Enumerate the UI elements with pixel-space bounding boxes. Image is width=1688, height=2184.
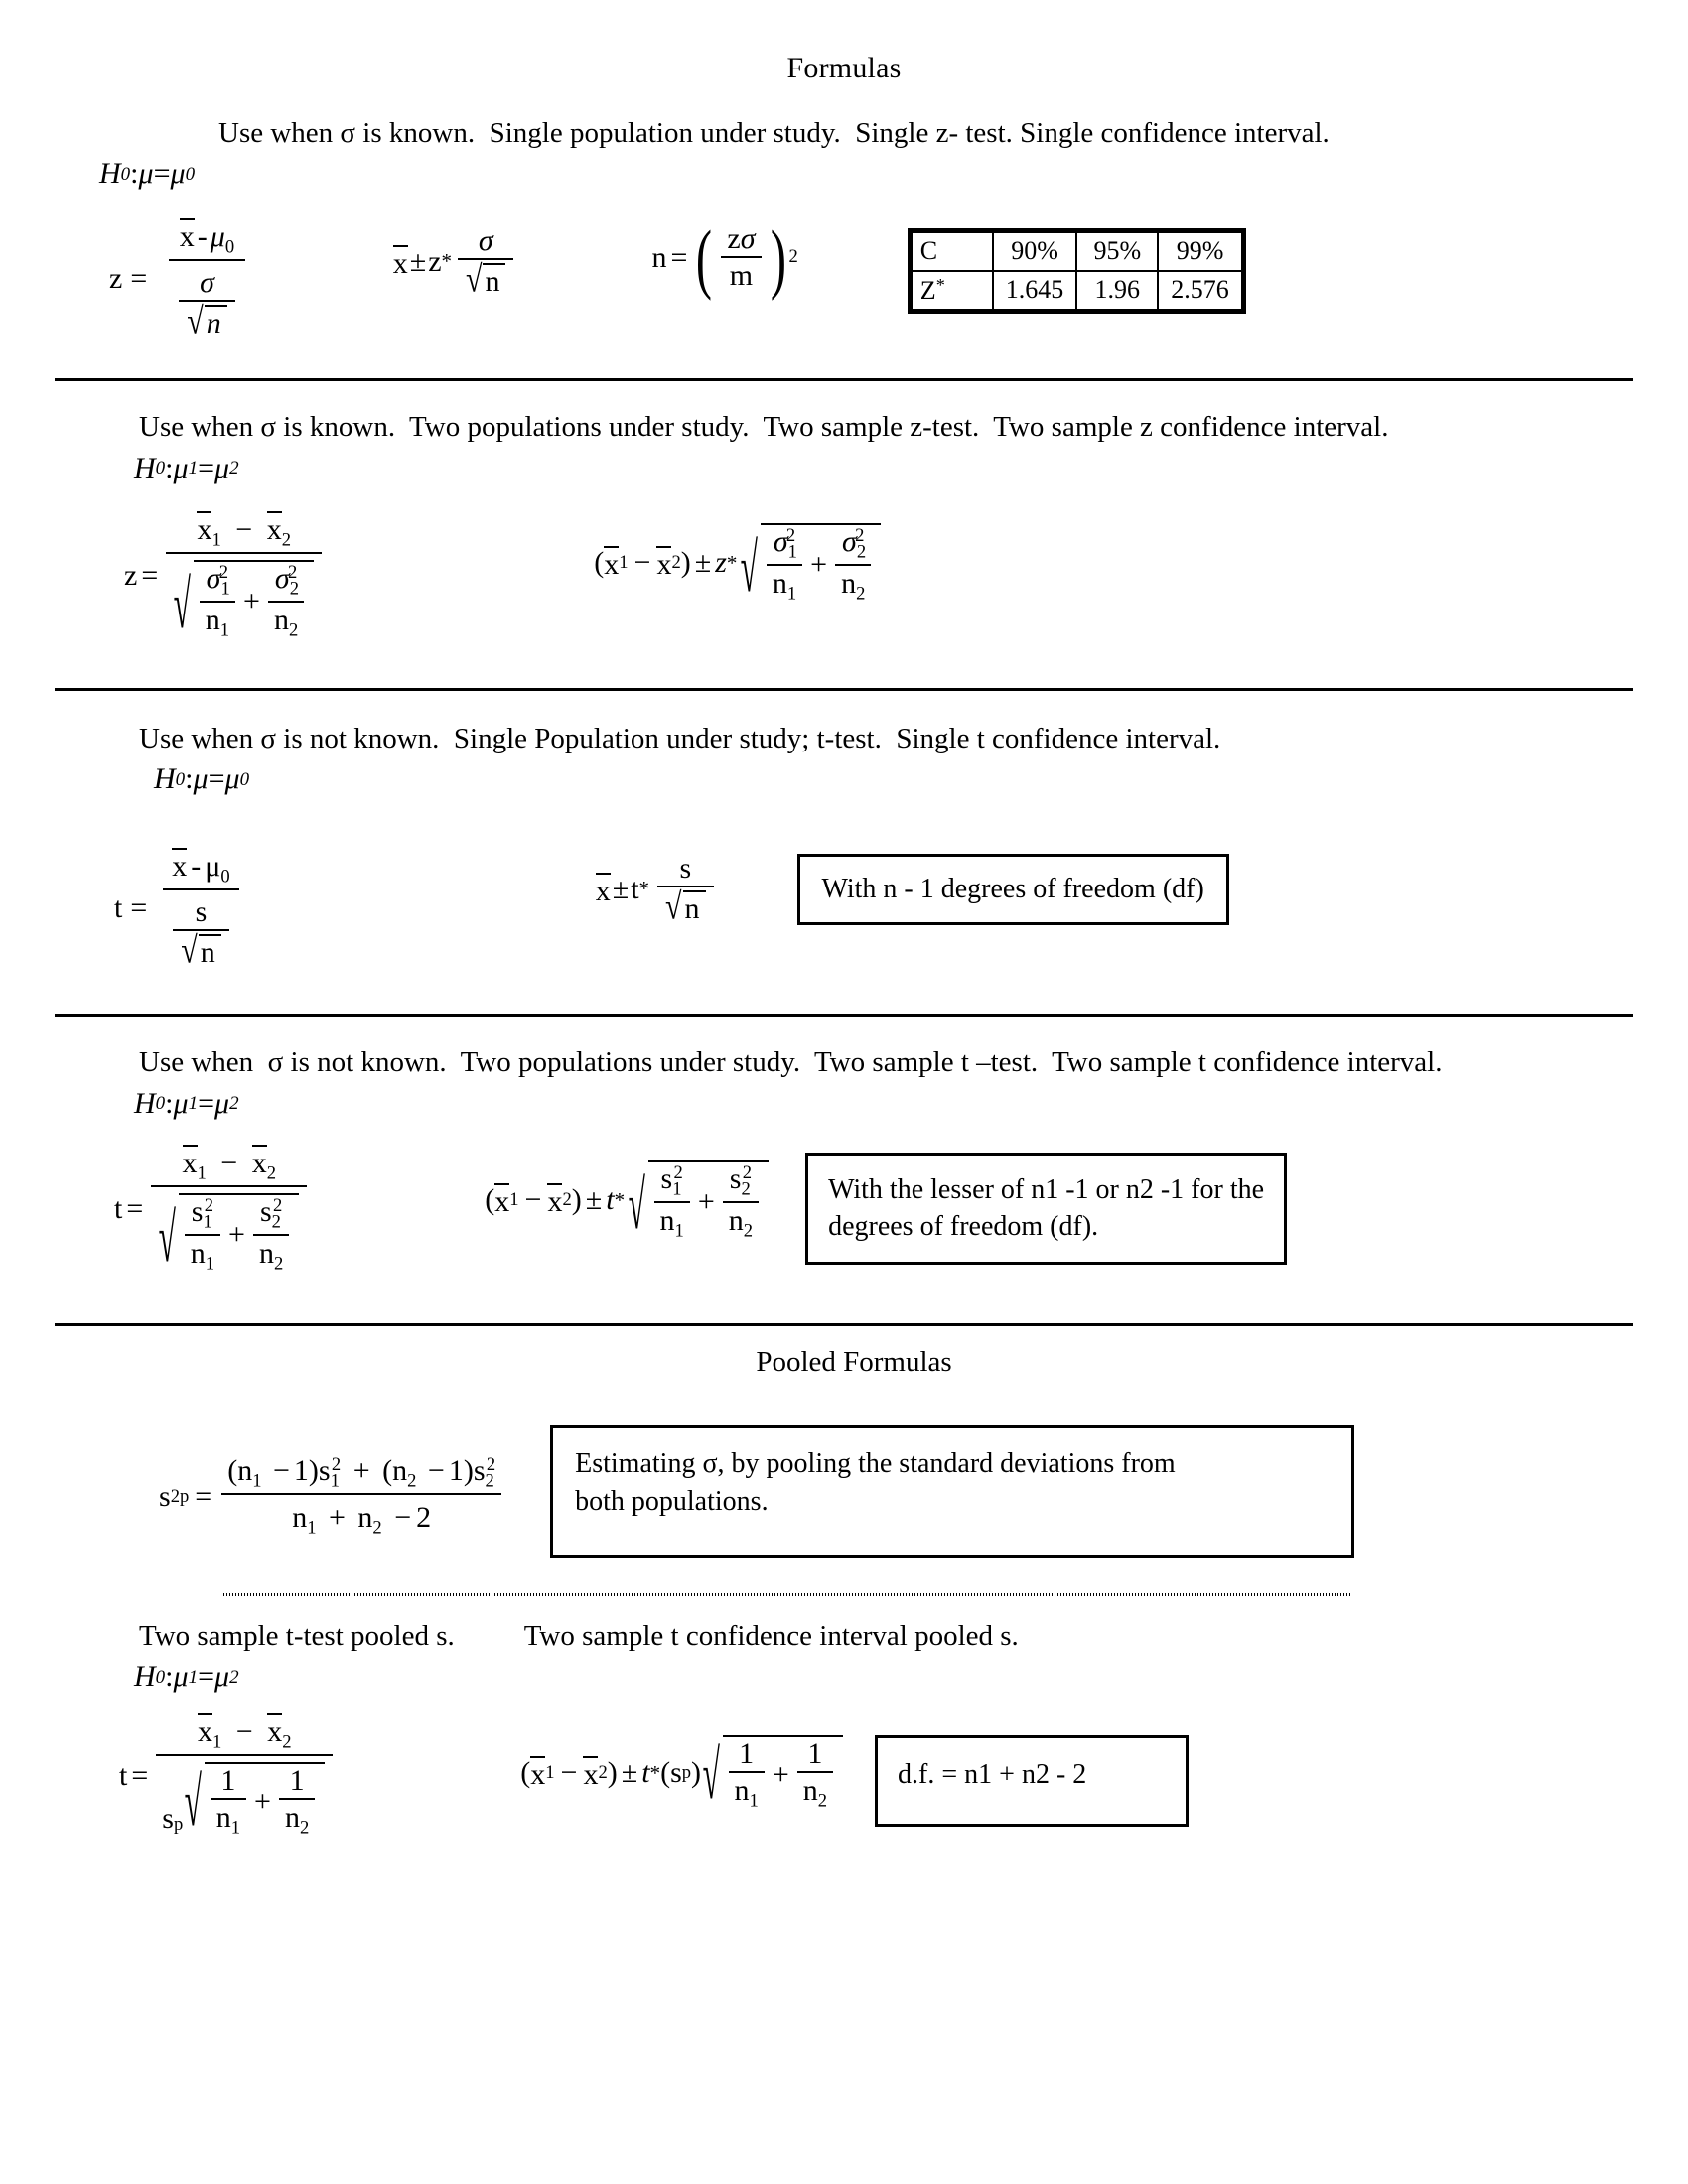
exponent-2: 2 <box>272 1194 283 1216</box>
note-box-df-single-t <box>797 854 1229 925</box>
note-text: With n - 1 degrees of freedom (df) <box>821 874 1204 905</box>
hypothesis-single-t <box>154 762 1628 796</box>
symbol-subscript-1: 1 <box>188 1666 199 1688</box>
symbol-subscript-1: 1 <box>188 458 199 479</box>
x-bar-1: x <box>197 1715 212 1749</box>
hypothesis-pooled-t <box>134 1660 1628 1694</box>
sigma-symbol: σ <box>478 224 493 258</box>
symbol-equals: = <box>198 451 214 484</box>
subscript-2: 2 <box>282 1731 292 1753</box>
page-title: Formulas <box>786 52 902 84</box>
subscript-2: 2 <box>288 619 299 641</box>
minus-sign: − <box>427 1454 445 1487</box>
note-line-2: degrees of freedom (df). <box>828 1211 1099 1243</box>
table-row <box>912 232 1242 271</box>
symbol-H: H <box>134 1086 156 1120</box>
radical-icon: √ <box>173 568 192 644</box>
n-symbol: n <box>190 1237 206 1271</box>
n-symbol: n <box>206 307 221 341</box>
symbol-subscript-0: 0 <box>175 768 186 790</box>
plus-sign: + <box>697 1185 715 1219</box>
star-superscript: * <box>638 877 650 901</box>
subscript-2: 2 <box>299 1817 310 1839</box>
t-lhs: t <box>114 1191 123 1225</box>
symbol-mu: μ <box>138 157 154 191</box>
table-cell-conf-1: 95% <box>1076 232 1158 271</box>
subscript-1: 1 <box>211 1731 222 1753</box>
symbol-subscript-2: 2 <box>229 458 239 479</box>
pooled-note-line-2: both populations. <box>575 1485 769 1517</box>
radical-icon: √ <box>740 531 759 608</box>
n-symbol: n <box>772 566 787 600</box>
sigma-symbol: σ <box>740 222 756 256</box>
two-literal: 2 <box>416 1501 432 1535</box>
plus-sign: + <box>772 1758 789 1792</box>
plus-sign: + <box>328 1501 346 1535</box>
formula-row-single-z <box>109 213 1628 342</box>
symbol-mu: μ <box>173 1086 189 1120</box>
equals-sign: = <box>195 1479 212 1513</box>
note-box-pooled <box>550 1425 1354 1558</box>
formula-two-sample-t-ci <box>485 1160 771 1245</box>
subscript-2: 2 <box>266 1162 277 1184</box>
symbol-mu-2: μ <box>214 1660 230 1694</box>
exponent-2: 2 <box>855 524 865 546</box>
s-symbol: s <box>195 895 208 929</box>
plus-minus-sign: ± <box>585 1183 603 1217</box>
table-cell-conf-0: 90% <box>993 232 1077 271</box>
formula-pooled-t-ci <box>520 1735 845 1815</box>
x-bar-2: x <box>251 1146 267 1179</box>
left-paren-sp: ( <box>660 1756 671 1790</box>
plus-minus-sign: ± <box>409 244 427 278</box>
table-row <box>912 271 1242 311</box>
z-symbol: z <box>715 546 727 580</box>
subscript-1: 1 <box>672 1178 682 1200</box>
n-symbol: n <box>292 1501 308 1535</box>
sigma-2: σ <box>842 524 857 558</box>
n-symbol: n <box>205 604 220 636</box>
note-text-line-1 <box>828 1171 1264 1209</box>
s-pooled: s <box>162 1802 174 1836</box>
subscript-1: 1 <box>203 1211 212 1233</box>
subscript-2: 2 <box>273 1253 284 1275</box>
subscript-1: 1 <box>545 1761 555 1783</box>
plus-minus-sign: ± <box>621 1756 638 1790</box>
s-symbol: s <box>159 1479 171 1513</box>
formula-pooled-variance <box>159 1453 505 1539</box>
n-symbol: n <box>392 1454 408 1487</box>
minus-sign: - <box>191 850 202 884</box>
formula-equals: = <box>130 261 148 295</box>
x-bar: x <box>172 850 188 884</box>
symbol-subscript-0b: 0 <box>239 768 250 790</box>
formula-single-t-ci <box>595 852 718 928</box>
exponent-2: 2 <box>331 1453 342 1475</box>
symbol-equals: = <box>198 1086 214 1120</box>
subscript-1: 1 <box>197 1162 207 1184</box>
table-cell-z-label <box>912 271 993 311</box>
s-2: s <box>259 1195 272 1228</box>
t-symbol: t <box>641 1756 650 1790</box>
t-symbol: t <box>631 872 639 905</box>
symbol-equals: = <box>208 762 225 796</box>
minus-sign: − <box>394 1501 412 1535</box>
one-literal: 1 <box>807 1737 823 1771</box>
table-cell-conf-2: 99% <box>1158 232 1242 271</box>
exponent-2: 2 <box>170 1485 180 1507</box>
minus-sign: − <box>524 1183 542 1217</box>
section-description: Use when σ is not known. Two populations under study. Two sample t –test. Two sample t confidence interval. <box>139 1046 1443 1079</box>
subscript-2: 2 <box>562 1189 572 1211</box>
n-symbol: n <box>357 1501 373 1535</box>
minus-sign: − <box>235 1715 253 1749</box>
formula-single-z-ci <box>392 224 518 301</box>
subscript-1: 1 <box>230 1817 241 1839</box>
mu-subscript: 0 <box>224 236 235 258</box>
s-1: s <box>318 1454 331 1487</box>
x-bar-2: x <box>547 1185 563 1219</box>
minus-sign: − <box>220 1146 238 1179</box>
section-description: Use when σ is not known. Single Population under study; t-test. Single t confidence interval. <box>139 723 1221 755</box>
x-bar: x <box>595 874 611 907</box>
minus-sign: − <box>273 1454 290 1487</box>
table-cell-z-0: 1.645 <box>993 271 1077 311</box>
subscript-1: 1 <box>787 541 797 563</box>
symbol-subscript-2: 2 <box>229 1093 239 1115</box>
n-lhs: n <box>651 240 667 274</box>
subscript-2: 2 <box>372 1517 382 1539</box>
sigma-2: σ <box>274 561 290 595</box>
formula-single-z-test <box>109 218 249 342</box>
subscript-2: 2 <box>856 583 866 605</box>
exponent-2: 2 <box>204 1194 214 1216</box>
df-note-text: d.f. = n1 + n2 - 2 <box>898 1759 1087 1791</box>
left-paren: ( <box>227 1454 238 1487</box>
section-single-z <box>0 115 1688 342</box>
one-literal: 1 <box>293 1454 309 1487</box>
plus-sign: + <box>810 548 828 582</box>
section-pooled-t <box>0 1618 1688 1842</box>
star-superscript: * <box>441 249 453 274</box>
note-box-df-pooled <box>875 1735 1189 1827</box>
hypothesis-two-sample-z <box>134 452 1628 485</box>
x-bar-2: x <box>656 548 672 582</box>
section-description: Use when σ is known. Two populations under study. Two sample z-test. Two sample z confidence interval. <box>139 411 1389 444</box>
s-symbol: s <box>679 852 692 886</box>
subscript-1: 1 <box>619 552 629 573</box>
radical-icon: √ <box>158 1201 177 1278</box>
symbol-subscript-1: 1 <box>188 1093 199 1115</box>
section-divider-2 <box>0 688 1688 691</box>
subheading-pooled-t-ci: Two sample t confidence interval pooled s. <box>523 1619 1019 1652</box>
subscript-1: 1 <box>674 1220 684 1242</box>
section-divider-4 <box>0 1323 1688 1326</box>
symbol-colon: : <box>165 451 174 484</box>
s-2: s <box>729 1161 742 1195</box>
note-text-line-2 <box>828 1208 1264 1246</box>
left-paren: ( <box>485 1183 495 1217</box>
subscript-2: 2 <box>856 541 867 563</box>
subscript-2: 2 <box>598 1761 608 1783</box>
symbol-subscript-0: 0 <box>155 458 166 479</box>
right-paren-2: ) <box>463 1454 474 1487</box>
formula-two-sample-z-test <box>124 511 326 644</box>
symbol-H: H <box>134 1660 156 1694</box>
symbol-mu-2: μ <box>214 451 230 484</box>
exponent-2: 2 <box>742 1161 753 1183</box>
radical-icon: √ <box>187 301 204 342</box>
table-cell-c-label: C <box>912 232 993 271</box>
one-literal: 1 <box>220 1764 236 1798</box>
note-box-df-two-sample-t <box>805 1153 1287 1266</box>
formula-single-t-test <box>114 848 243 972</box>
note-line-1: With the lesser of n1 -1 or n2 -1 for the <box>828 1173 1265 1205</box>
pooled-note-line-1: Estimating σ, by pooling the standard deviations from <box>575 1448 1176 1480</box>
sigma-1: σ <box>206 561 221 595</box>
right-paren: ) <box>571 1183 582 1217</box>
formula-two-sample-z-ci <box>594 523 883 608</box>
formula-row-two-sample-t <box>114 1145 1579 1278</box>
m-symbol: m <box>729 259 754 293</box>
section-pooled <box>0 1346 1688 1558</box>
formula-pooled-t-test <box>119 1713 337 1842</box>
one-literal: 1 <box>289 1764 305 1798</box>
symbol-mu: μ <box>173 1660 189 1694</box>
section-two-sample-t <box>0 1044 1688 1278</box>
pooled-heading: Pooled Formulas <box>756 1346 952 1379</box>
symbol-mu-2: μ <box>214 1086 230 1120</box>
subscript-1: 1 <box>749 1790 759 1812</box>
right-paren: ) <box>308 1454 319 1487</box>
formula-row-single-t <box>114 848 1628 972</box>
radical-icon: √ <box>466 259 483 301</box>
mu-symbol: μ <box>205 850 221 884</box>
x-bar-1: x <box>197 512 212 546</box>
formula-row-two-sample-z <box>124 511 1628 644</box>
minus-sign: − <box>633 546 651 580</box>
right-paren: ) <box>607 1756 618 1790</box>
exponent-2: 2 <box>673 1161 683 1183</box>
table-cell-z-2: 2.576 <box>1158 271 1242 311</box>
plus-sign: + <box>352 1454 370 1487</box>
n-symbol: n <box>841 566 857 600</box>
subscript-2: 2 <box>271 1211 281 1233</box>
z-lhs: z <box>124 558 138 592</box>
star-superscript: * <box>935 274 945 295</box>
n-symbol: n <box>659 1204 675 1237</box>
x-bar-2: x <box>583 1757 599 1791</box>
hypothesis-two-sample-t <box>134 1087 1579 1121</box>
star-superscript: * <box>649 1760 661 1785</box>
minus-sign: − <box>235 512 253 546</box>
subscript-2: 2 <box>741 1178 751 1200</box>
sigma-1: σ <box>773 524 788 558</box>
subheading-pooled-t-test: Two sample t-test pooled s. <box>139 1619 455 1652</box>
z-critical-value-table <box>908 228 1246 319</box>
subscript-2: 2 <box>671 552 681 573</box>
formula-row-pooled-t <box>119 1713 1628 1842</box>
plus-sign: + <box>228 1218 245 1252</box>
symbol-equals: = <box>153 157 171 191</box>
one-literal: 1 <box>739 1737 755 1771</box>
subscript-1: 1 <box>330 1470 340 1492</box>
t-lhs: t <box>114 890 123 924</box>
symbol-subscript-0: 0 <box>155 1093 166 1115</box>
mu-subscript: 0 <box>220 866 230 887</box>
symbol-H: H <box>134 451 156 484</box>
symbol-subscript-0: 0 <box>120 163 131 185</box>
s-1: s <box>191 1195 204 1228</box>
symbol-H: H <box>154 762 176 796</box>
subscript-1: 1 <box>219 619 230 641</box>
n-symbol: n <box>728 1204 744 1237</box>
s-1: s <box>660 1161 673 1195</box>
table-cell-z-1: 1.96 <box>1076 271 1158 311</box>
right-paren-sp: ) <box>691 1756 702 1790</box>
symbol-mu: μ <box>193 762 209 796</box>
subscript-1: 1 <box>307 1517 317 1539</box>
equals-sign: = <box>141 558 159 592</box>
symbol-mu: μ <box>173 451 189 484</box>
subscript-2: 2 <box>289 578 299 600</box>
n-symbol: n <box>258 1237 274 1271</box>
star-superscript: * <box>614 1187 626 1212</box>
minus-sign: - <box>197 220 208 254</box>
subscript-2: 2 <box>817 1790 828 1812</box>
exponent-2: 2 <box>788 246 798 268</box>
subscript-2: 2 <box>743 1220 754 1242</box>
symbol-subscript-0: 0 <box>155 1666 166 1688</box>
section-two-sample-z <box>0 409 1688 644</box>
equals-sign: = <box>130 890 148 924</box>
subscript-1: 1 <box>509 1189 519 1211</box>
subscript-p: p <box>681 1761 692 1783</box>
x-bar-2: x <box>267 1715 283 1749</box>
formula-row-pooled-variance <box>139 1436 1628 1558</box>
t-lhs: t <box>119 1758 128 1792</box>
x-bar: x <box>179 220 195 254</box>
t-symbol: t <box>606 1183 615 1217</box>
n-symbol: n <box>273 604 289 636</box>
n-symbol: n <box>284 1801 300 1835</box>
right-paren: ) <box>680 546 691 580</box>
section-divider-1 <box>0 378 1688 381</box>
plus-sign: + <box>243 585 260 618</box>
plus-sign: + <box>254 1785 271 1819</box>
n-symbol: n <box>200 936 215 970</box>
x-bar-1: x <box>604 548 620 582</box>
x-bar: x <box>392 246 408 280</box>
x-bar-1: x <box>494 1185 510 1219</box>
subscript-1: 1 <box>205 1253 215 1275</box>
subscript-p: p <box>179 1485 190 1507</box>
exponent-2: 2 <box>785 524 796 546</box>
symbol-subscript-0b: 0 <box>185 163 196 185</box>
radical-icon: √ <box>628 1168 645 1245</box>
z-label-text: Z <box>919 275 936 305</box>
left-paren-2: ( <box>382 1454 393 1487</box>
radical-icon: √ <box>702 1738 720 1815</box>
radical-icon: √ <box>184 1765 203 1842</box>
plus-minus-sign: ± <box>694 546 712 580</box>
x-bar-1: x <box>182 1146 198 1179</box>
symbol-H: H <box>99 157 121 191</box>
x-bar-2: x <box>266 512 282 546</box>
subscript-1: 1 <box>220 578 230 600</box>
formula-two-sample-t-test <box>114 1145 311 1278</box>
n-symbol: n <box>215 1801 231 1835</box>
equals-sign: = <box>131 1758 149 1792</box>
s-pooled: s <box>670 1756 682 1790</box>
exponent-2: 2 <box>287 561 298 583</box>
section-description: Use when σ is known. Single population under study. Single z- test. Single confidence interval. <box>218 117 1330 149</box>
subscript-2: 2 <box>281 529 291 551</box>
left-paren: ( <box>696 213 713 301</box>
radical-icon: √ <box>665 887 682 928</box>
radical-icon: √ <box>181 930 198 972</box>
n-symbol: n <box>684 892 700 926</box>
n-symbol: n <box>734 1774 750 1808</box>
left-paren: ( <box>594 546 605 580</box>
z-symbol: z <box>727 222 741 256</box>
right-paren: ) <box>770 213 786 301</box>
dotted-divider <box>0 1593 1688 1596</box>
z-symbol: z <box>428 244 442 278</box>
s-2: s <box>473 1454 486 1487</box>
x-bar-1: x <box>530 1757 546 1791</box>
star-superscript: * <box>726 550 738 575</box>
subscript-2: 2 <box>485 1470 494 1492</box>
symbol-mu-2: μ <box>170 157 186 191</box>
symbol-colon: : <box>130 157 139 191</box>
symbol-mu-2: μ <box>224 762 240 796</box>
section-divider-3 <box>0 1014 1688 1017</box>
symbol-colon: : <box>165 1660 174 1694</box>
minus-sign: − <box>560 1756 578 1790</box>
n-symbol: n <box>237 1454 253 1487</box>
n-symbol: n <box>802 1774 818 1808</box>
symbol-colon: : <box>165 1086 174 1120</box>
subscript-2: 2 <box>407 1470 417 1492</box>
formula-sample-size <box>651 213 798 301</box>
symbol-subscript-2: 2 <box>229 1666 239 1688</box>
mu-symbol: μ <box>210 220 225 254</box>
subscript-1: 1 <box>786 583 797 605</box>
section-single-t <box>0 721 1688 972</box>
one-literal: 1 <box>448 1454 464 1487</box>
subscript-1: 1 <box>211 529 221 551</box>
formula-lhs-z: z <box>109 261 123 295</box>
subscript-1: 1 <box>252 1470 262 1492</box>
n-symbol: n <box>485 265 500 299</box>
exponent-2: 2 <box>486 1453 496 1475</box>
subscript-p: p <box>173 1813 184 1835</box>
pooled-subheadings-row <box>139 1618 1628 1654</box>
symbol-equals: = <box>198 1660 214 1694</box>
left-paren: ( <box>520 1756 531 1790</box>
exponent-2: 2 <box>218 561 229 583</box>
hypothesis-single-z <box>99 157 1628 191</box>
sigma-symbol: σ <box>200 266 214 300</box>
plus-minus-sign: ± <box>612 872 630 905</box>
equals-sign: = <box>670 240 688 274</box>
equals-sign: = <box>126 1191 144 1225</box>
symbol-colon: : <box>185 762 194 796</box>
